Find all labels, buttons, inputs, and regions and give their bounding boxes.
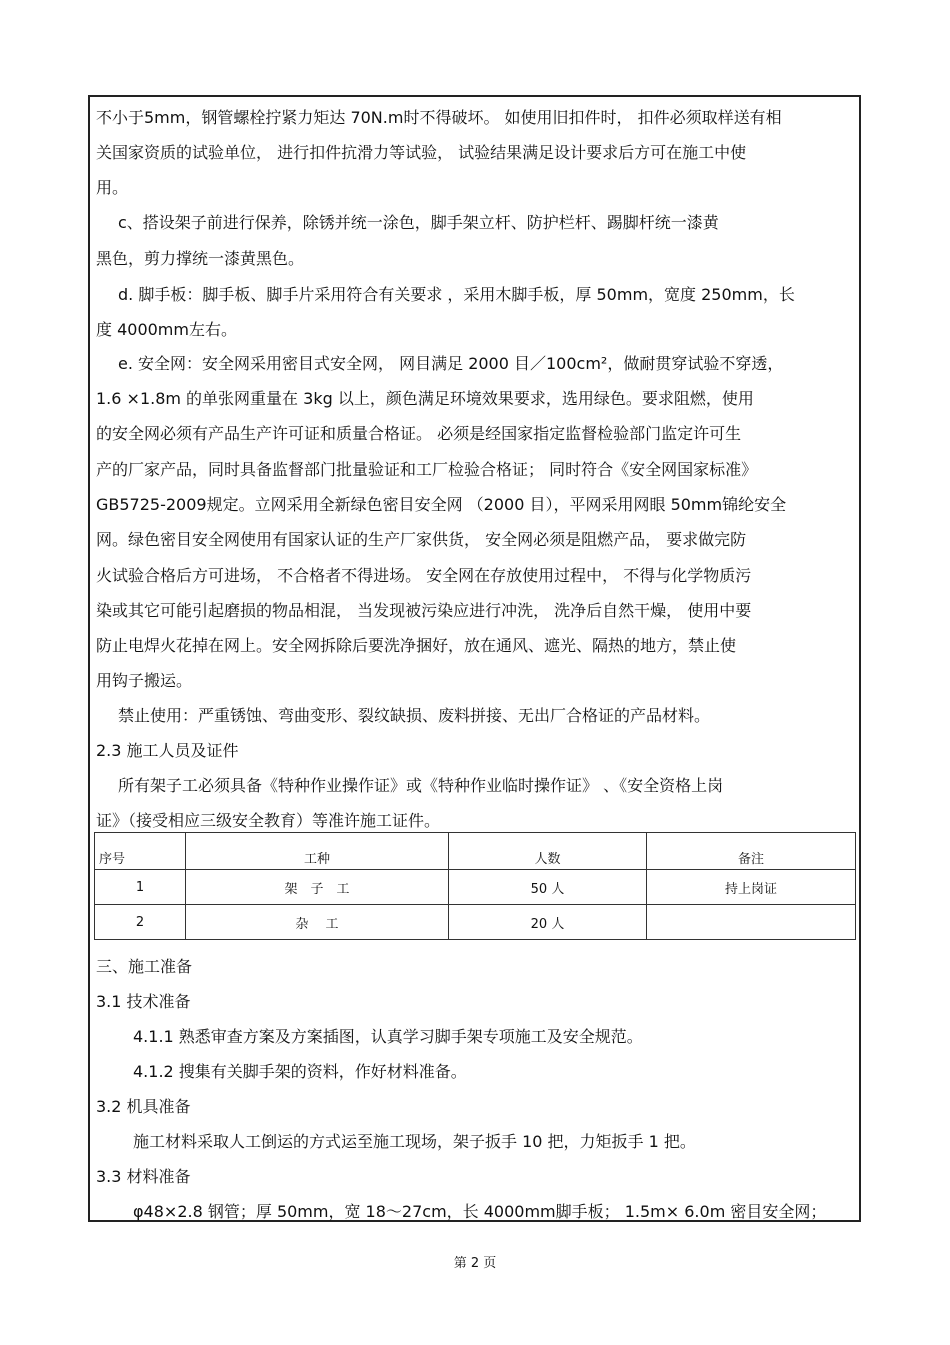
- body-line: 用钩子搬运。: [96, 671, 193, 690]
- body-line: 1.6 ×1.8m 的单张网重量在 3kg 以上，颜色满足环境效果要求，选用绿色。要求阻燃，使用: [96, 389, 754, 408]
- body-line: 产的厂家产品，同时具备监督部门批量验证和工厂检验合格证； 同时符合《安全网国家标准》: [96, 460, 758, 479]
- subsection-heading: 3.2 机具准备: [96, 1097, 191, 1116]
- section-heading: 2.3 施工人员及证件: [96, 741, 239, 760]
- header-cell: 序号: [95, 833, 186, 870]
- body-line: 4.1.1 熟悉审查方案及方案插图，认真学习脚手架专项施工及安全规范。: [133, 1027, 643, 1046]
- subsection-heading: 3.1 技术准备: [96, 992, 191, 1011]
- body-line: 火试验合格后方可进场， 不合格者不得进场。 安全网在存放使用过程中， 不得与化学物质污: [96, 566, 752, 585]
- body-line: 用。: [96, 178, 129, 197]
- body-line: 所有架子工必须具备《特种作业操作证》或《特种作业临时操作证》 、《安全资格上岗: [118, 776, 724, 795]
- body-line: 防止电焊火花掉在网上。安全网拆除后要洗净捆好，放在通风、遮光、隔热的地方，禁止使: [96, 636, 737, 655]
- table-row: [95, 870, 856, 905]
- body-line: GB5725-2009规定。立网采用全新绿色密目安全网 （2000 目），平网采用网眼 50mm锦纶安全: [96, 495, 787, 514]
- table-cell: 50 人: [449, 870, 647, 905]
- paragraph-d: d. 脚手板：脚手板、脚手片采用符合有关要求 ，采用木脚手板，厚 50mm，宽度 250mm，长: [118, 285, 795, 304]
- prohibition-line: 禁止使用：严重锈蚀、弯曲变形、裂纹缺损、废料拼接、无出厂合格证的产品材料。: [118, 706, 711, 725]
- table-cell: 持上岗证: [647, 870, 856, 905]
- table-cell: 2: [95, 905, 186, 940]
- body-line: 网。绿色密目安全网使用有国家认证的生产厂家供货， 安全网必须是阻燃产品， 要求做完防: [96, 530, 747, 549]
- header-cell: 备注: [647, 833, 856, 870]
- body-line: 的安全网必须有产品生产许可证和质量合格证。 必须是经国家指定监督检验部门监定许可生: [96, 424, 742, 443]
- table-cell: 杂 工: [186, 905, 449, 940]
- paragraph-e: e. 安全网：安全网采用密目式安全网， 网目满足 2000 目／100cm²，做耐贯穿试验不穿透，: [118, 354, 784, 373]
- paragraph-c: c、搭设架子前进行保养，除锈并统一涂色，脚手架立杆、防护栏杆、踢脚杆统一漆黄: [118, 213, 719, 232]
- body-line: 不小于5mm，钢管螺栓拧紧力矩达 70N.m时不得破坏。 如使用旧扣件时， 扣件必须取样送有相: [96, 108, 782, 127]
- page-number: 第 2 页: [453, 1256, 497, 1271]
- table-cell: 架 子 工: [186, 870, 449, 905]
- subsection-heading: 3.3 材料准备: [96, 1167, 191, 1186]
- section-heading: 三、施工准备: [96, 957, 193, 976]
- body-line: 4.1.2 搜集有关脚手架的资料，作好材料准备。: [133, 1062, 467, 1081]
- body-line: φ48×2.8 钢管；厚 50mm，宽 18～27cm，长 4000mm脚手板； 1.5m× 6.0m 密目安全网；: [133, 1202, 827, 1221]
- table-cell: 1: [95, 870, 186, 905]
- header-cell: 人数: [449, 833, 647, 870]
- table-cell: 20 人: [449, 905, 647, 940]
- table-header-row: [95, 833, 856, 870]
- table-row: [95, 905, 856, 940]
- body-line: 染或其它可能引起磨损的物品相混， 当发现被污染应进行冲洗， 洗净后自然干燥， 使用中要: [96, 601, 752, 620]
- body-line: 证》（接受相应三级安全教育）等准许施工证件。: [96, 811, 441, 830]
- header-cell: 工种: [186, 833, 449, 870]
- staff-table: [94, 832, 856, 940]
- body-line: 关国家资质的试验单位， 进行扣件抗滑力等试验， 试验结果满足设计要求后方可在施工中使: [96, 143, 747, 162]
- body-line: 度 4000mm左右。: [96, 320, 237, 339]
- table-cell: [647, 905, 856, 940]
- body-line: 施工材料采取人工倒运的方式运至施工现场，架子扳手 10 把，力矩扳手 1 把。: [133, 1132, 696, 1151]
- body-line: 黑色，剪力撑统一漆黄黑色。: [96, 249, 305, 268]
